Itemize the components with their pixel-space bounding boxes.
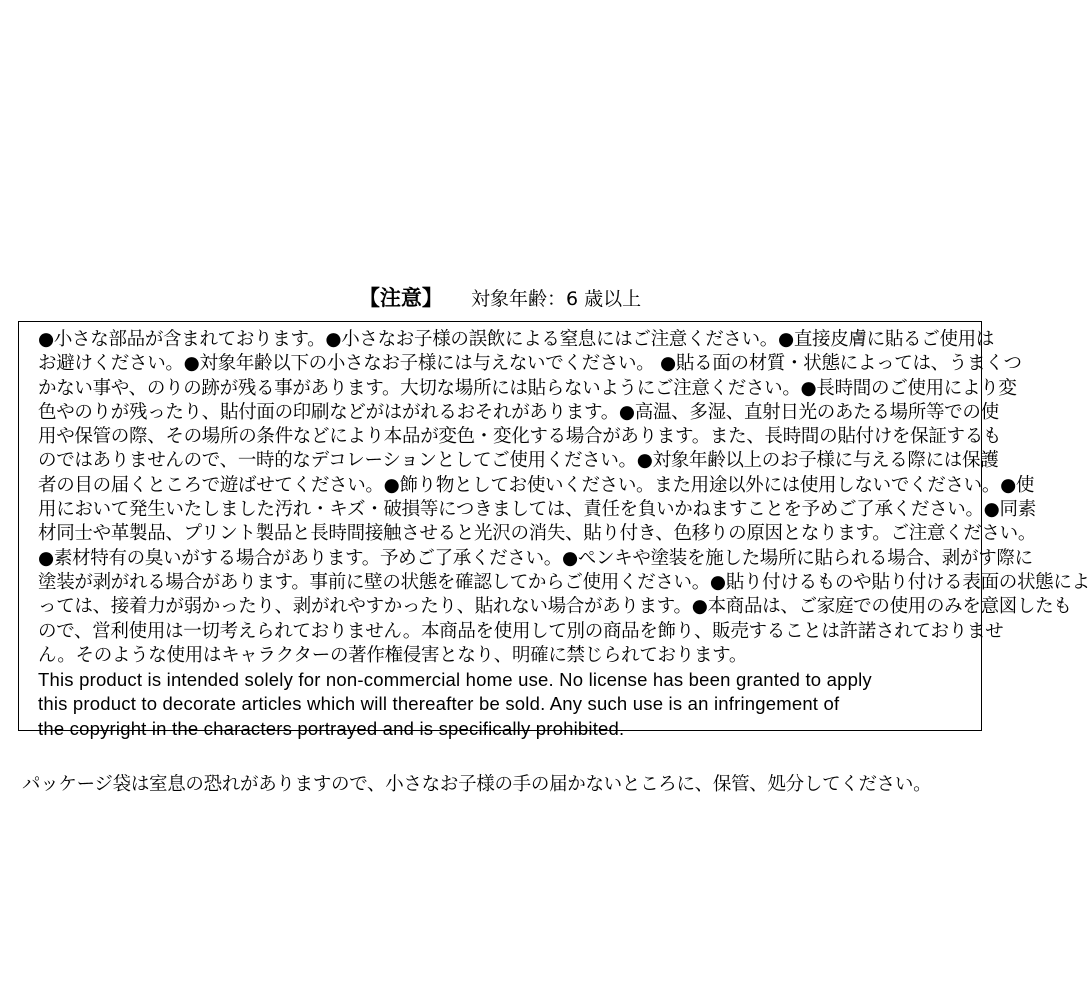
package-warning: パッケージ袋は室息の恐れがありますので、小さなお子様の手の届かないところに、保管、処分してください。 [22, 774, 932, 795]
notice-line: のではありませんので、一時的なデコレーションとしてご使用ください。●対象年齢以上のお子様に与える際には保護 [38, 450, 999, 472]
notice-line: かない事や、のりの跡が残る事があります。大切な場所には貼らないようにご注意ください。●長時間のご使用により変 [38, 377, 1017, 399]
notice-line: 者の目の届くところで遊ばせてください。●飾り物としてお使いください。また用途以外には使用しないでください。●使 [38, 474, 1035, 496]
english-line: This product is intended solely for non-commercial home use. No license has been granted to apply [38, 669, 872, 691]
notice-line: ん。そのような使用はキャラクターの著作権侵害となり、明確に禁じられております。 [38, 644, 748, 666]
notice-line: ●素材特有の臭いがする場合があります。予めご了承ください。●ペンキや塗装を施した場所に貼られる場合、剥がす際に [38, 547, 1033, 569]
notice-line: ●小さな部品が含まれております。●小さなお子様の誤飲による窒息にはご注意ください。●直接皮膚に貼るご使用は [38, 329, 995, 350]
english-notice [38, 668, 981, 741]
notice-line: 用において発生いたしました汚れ・キズ・破損等につきましては、責任を負いかねますことを予めご了承ください。●同素 [38, 499, 1036, 521]
english-line: the copyright in the characters portrayed and is specifically prohibited. [38, 717, 625, 739]
notice-line: 用や保管の際、その場所の条件などにより本品が変色・変化する場合があります。また、長時間の貼付けを保証するも [38, 426, 1002, 448]
notice-line: 色やのりが残ったり、貼付面の印刷などがはがれるおそれがあります。●高温、多湿、直射日光のあたる場所等での使 [38, 401, 999, 423]
notice-line: 塗装が剥がれる場合があります。事前に壁の状態を確認してからご使用ください。●貼り付けるものや貼り付ける表面の状態によ [38, 571, 1090, 593]
notice-line: お避けください。●対象年齢以下の小さなお子様には与えないでください。 ●貼る面の材質・状態によっては、うまくつ [38, 353, 1022, 375]
notice-line: っては、接着力が弱かったり、剥がれやすかったり、貼れない場合があります。●本商品は、ご家庭での使用のみを意図したも [38, 596, 1072, 618]
notice-line: 材同士や革製品、プリント製品と長時間接触させると光沢の消失、貼り付き、色移りの原因となります。ご注意ください。 [38, 523, 1037, 545]
notice-line: ので、営利使用は一切考えられておりません。本商品を使用して別の商品を飾り、販売することは許諾されておりませ [38, 620, 1004, 642]
target-age: 対象年齢：6 歳以上 [470, 288, 642, 310]
caution-title: 【注意】 [358, 286, 443, 310]
japanese-notice [38, 328, 1090, 668]
caution-box [18, 321, 1090, 739]
caution-heading [0, 282, 1000, 312]
english-line: this product to decorate articles which will thereafter be sold. Any such use is an infringement of [38, 693, 840, 715]
